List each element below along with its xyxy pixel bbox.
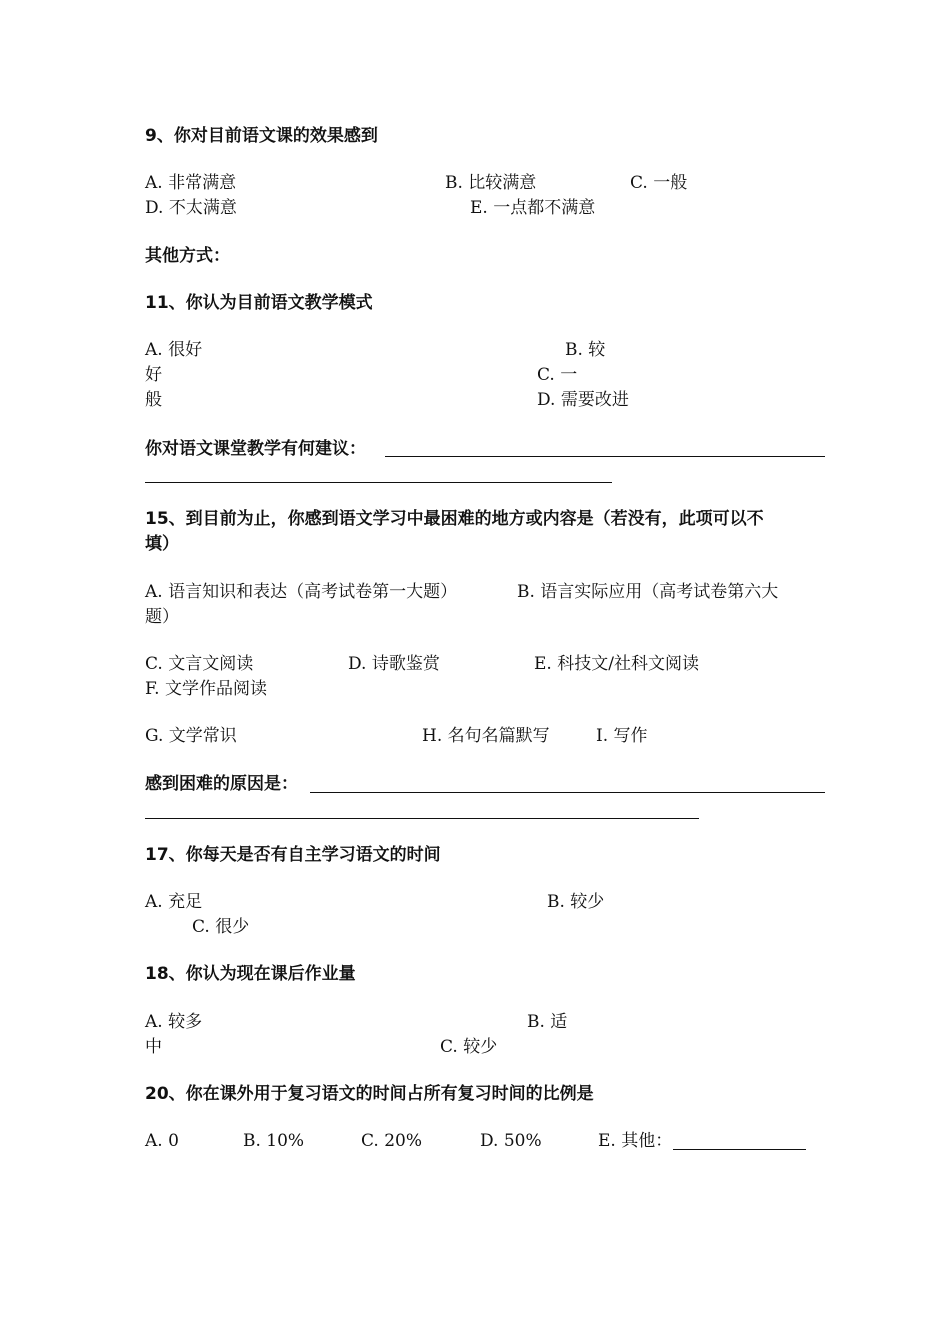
- q15-option-b-continued: 题）: [145, 607, 179, 627]
- question-17-title: 17、你每天是否有自主学习语文的时间: [145, 845, 441, 865]
- suggestion-blank-line-1: [385, 456, 825, 457]
- q15-option-g: G. 文学常识: [145, 726, 237, 746]
- q9-option-a: A. 非常满意: [145, 173, 237, 193]
- q15-option-f: F. 文学作品阅读: [145, 679, 267, 699]
- difficulty-reason-label: 感到困难的原因是：: [145, 774, 298, 794]
- q18-option-c: C. 较少: [440, 1037, 498, 1057]
- q15-option-b: B. 语言实际应用（高考试卷第六大: [517, 582, 779, 602]
- q9-option-b: B. 比较满意: [445, 173, 537, 193]
- question-15-title-line-1: 15、到目前为止，你感到语文学习中最困难的地方或内容是（若没有，此项可以不: [145, 509, 764, 529]
- reason-blank-line-1: [310, 792, 825, 793]
- q20-option-a: A. 0: [145, 1131, 179, 1151]
- q11-option-a: A. 很好: [145, 340, 203, 360]
- q11-option-c-continued: 般: [145, 390, 162, 410]
- question-18-title: 18、你认为现在课后作业量: [145, 964, 356, 984]
- question-20-title: 20、你在课外用于复习语文的时间占所有复习时间的比例是: [145, 1084, 594, 1104]
- q20-option-d: D. 50%: [480, 1131, 542, 1151]
- q17-option-c: C. 很少: [192, 917, 250, 937]
- q11-option-b: B. 较: [565, 340, 606, 360]
- suggestion-blank-line-2: [145, 482, 612, 483]
- question-15-title-line-2: 填）: [145, 534, 179, 554]
- q15-option-c: C. 文言文阅读: [145, 654, 254, 674]
- q15-option-a: A. 语言知识和表达（高考试卷第一大题）: [145, 582, 458, 602]
- q15-option-e: E. 科技文/社科文阅读: [534, 654, 699, 674]
- q11-option-b-continued: 好: [145, 365, 162, 385]
- q18-option-b: B. 适: [527, 1012, 568, 1032]
- question-11-title: 11、你认为目前语文教学模式: [145, 293, 373, 313]
- q17-option-a: A. 充足: [145, 892, 203, 912]
- q20-other-blank-line: [673, 1149, 806, 1150]
- q15-option-h: H. 名句名篇默写: [422, 726, 550, 746]
- q20-option-e: E. 其他：: [598, 1131, 673, 1151]
- q15-option-i: I. 写作: [596, 726, 648, 746]
- q11-option-c: C. 一: [537, 365, 578, 385]
- q18-option-b-continued: 中: [145, 1037, 162, 1057]
- q15-option-d: D. 诗歌鉴赏: [348, 654, 440, 674]
- other-methods-label: 其他方式：: [145, 246, 230, 266]
- q9-option-e: E. 一点都不满意: [470, 198, 596, 218]
- question-9-title: 9、你对目前语文课的效果感到: [145, 126, 378, 146]
- q9-option-c: C. 一般: [630, 173, 688, 193]
- suggestion-label: 你对语文课堂教学有何建议：: [145, 439, 366, 459]
- q18-option-a: A. 较多: [145, 1012, 203, 1032]
- q9-option-d: D. 不太满意: [145, 198, 237, 218]
- reason-blank-line-2: [145, 818, 699, 819]
- q20-option-b: B. 10%: [243, 1131, 305, 1151]
- q17-option-b: B. 较少: [547, 892, 605, 912]
- q11-option-d: D. 需要改进: [537, 390, 629, 410]
- q20-option-c: C. 20%: [361, 1131, 422, 1151]
